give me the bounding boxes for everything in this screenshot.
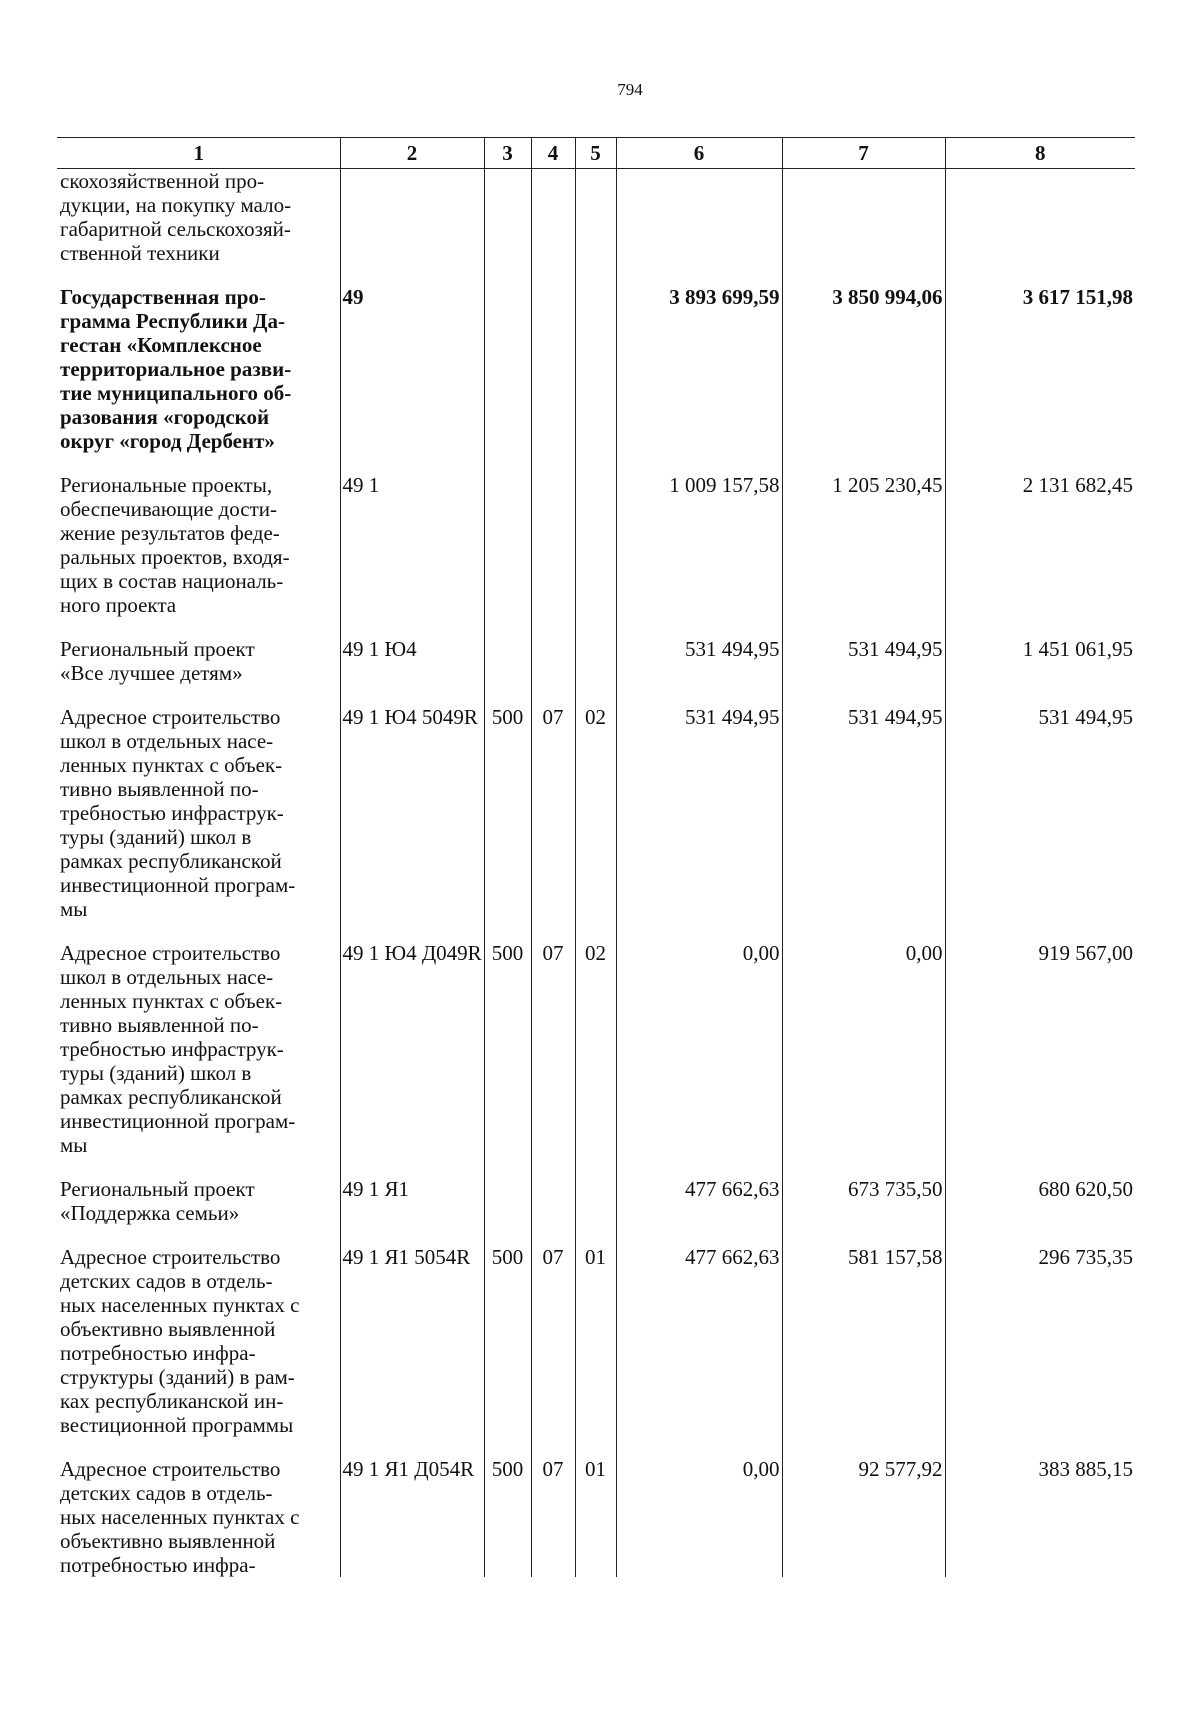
row-col-3 <box>484 637 531 705</box>
header-col-8: 8 <box>945 138 1135 169</box>
row-amount-6: 531 494,95 <box>616 637 782 705</box>
table-row <box>57 1177 1135 1245</box>
row-amount-8: 2 131 682,45 <box>945 473 1135 637</box>
row-name: Адресное строительство школ в отдельных насе- ленных пунктах с объек- тивно выявленной по- требностью инфраструк- туры (зданий) школ в рамках республиканской инвестиционной програм- мы <box>57 941 340 1177</box>
row-amount-8: 296 735,35 <box>945 1245 1135 1457</box>
row-col-5: 02 <box>575 705 616 941</box>
header-col-1: 1 <box>57 138 340 169</box>
row-col-4 <box>531 1177 575 1245</box>
row-amount-6: 1 009 157,58 <box>616 473 782 637</box>
row-col-4: 07 <box>531 705 575 941</box>
row-name: Региональные проекты, обеспечивающие дости- жение результатов феде- ральных проектов, входя- щих в состав националь- ного проекта <box>57 473 340 637</box>
row-col-5 <box>575 473 616 637</box>
row-name: Адресное строительство детских садов в отдель- ных населенных пунктах с объективно выявленной потребностью инфра- <box>57 1457 340 1577</box>
row-col-3: 500 <box>484 705 531 941</box>
row-name: скохозяйственной про- дукции, на покупку мало- габаритной сельскохозяй- ственной техники <box>57 169 340 286</box>
header-col-5: 5 <box>575 138 616 169</box>
row-col-4 <box>531 169 575 286</box>
row-amount-7: 1 205 230,45 <box>782 473 945 637</box>
table-body <box>57 169 1135 1578</box>
row-col-5: 01 <box>575 1457 616 1577</box>
row-amount-8: 531 494,95 <box>945 705 1135 941</box>
table-row <box>57 1245 1135 1457</box>
row-col-5: 01 <box>575 1245 616 1457</box>
row-name: Государственная про- грамма Республики Да- гестан «Комплексное территориальное разви- тие муниципального об- разования «городской округ «город Дербент» <box>57 285 340 473</box>
table-row <box>57 1457 1135 1577</box>
row-col-3 <box>484 473 531 637</box>
row-amount-8 <box>945 169 1135 286</box>
row-amount-6 <box>616 169 782 286</box>
row-amount-8: 1 451 061,95 <box>945 637 1135 705</box>
row-amount-7: 3 850 994,06 <box>782 285 945 473</box>
header-col-3: 3 <box>484 138 531 169</box>
row-name: Адресное строительство школ в отдельных насе- ленных пунктах с объек- тивно выявленной по- требностью инфраструк- туры (зданий) школ в рамках республиканской инвестиционной програм- мы <box>57 705 340 941</box>
row-code: 49 1 Ю4 5049R <box>340 705 484 941</box>
header-col-4: 4 <box>531 138 575 169</box>
row-col-3 <box>484 1177 531 1245</box>
page-number: 794 <box>617 80 643 99</box>
row-amount-6: 0,00 <box>616 1457 782 1577</box>
row-code: 49 1 Ю4 Д049R <box>340 941 484 1177</box>
row-amount-7: 673 735,50 <box>782 1177 945 1245</box>
table-row <box>57 169 1135 286</box>
row-name: Региональный проект «Все лучшее детям» <box>57 637 340 705</box>
row-amount-8: 919 567,00 <box>945 941 1135 1177</box>
row-amount-6: 477 662,63 <box>616 1177 782 1245</box>
row-code: 49 1 <box>340 473 484 637</box>
row-col-5: 02 <box>575 941 616 1177</box>
row-amount-7 <box>782 169 945 286</box>
row-amount-6: 531 494,95 <box>616 705 782 941</box>
table-row <box>57 705 1135 941</box>
row-col-5 <box>575 285 616 473</box>
header-col-2: 2 <box>340 138 484 169</box>
row-name: Адресное строительство детских садов в отдель- ных населенных пунктах с объективно выявленной потребностью инфра- структуры (зданий) в рам- ках республиканской ин- вестиционной программы <box>57 1245 340 1457</box>
row-col-4 <box>531 473 575 637</box>
row-code: 49 1 Я1 5054R <box>340 1245 484 1457</box>
row-code: 49 1 Ю4 <box>340 637 484 705</box>
row-amount-8: 383 885,15 <box>945 1457 1135 1577</box>
table-row <box>57 473 1135 637</box>
row-col-5 <box>575 169 616 286</box>
table-header-row <box>57 138 1135 169</box>
row-amount-8: 680 620,50 <box>945 1177 1135 1245</box>
row-col-3: 500 <box>484 1457 531 1577</box>
header-col-6: 6 <box>616 138 782 169</box>
row-amount-7: 0,00 <box>782 941 945 1177</box>
header-col-7: 7 <box>782 138 945 169</box>
row-amount-7: 581 157,58 <box>782 1245 945 1457</box>
table-row <box>57 637 1135 705</box>
row-col-3 <box>484 169 531 286</box>
row-col-5 <box>575 637 616 705</box>
row-col-4: 07 <box>531 1245 575 1457</box>
row-col-4 <box>531 637 575 705</box>
row-col-3 <box>484 285 531 473</box>
row-name: Региональный проект «Поддержка семьи» <box>57 1177 340 1245</box>
row-code: 49 1 Я1 <box>340 1177 484 1245</box>
row-amount-7: 92 577,92 <box>782 1457 945 1577</box>
row-col-5 <box>575 1177 616 1245</box>
row-col-3: 500 <box>484 1245 531 1457</box>
table-row <box>57 941 1135 1177</box>
row-amount-6: 0,00 <box>616 941 782 1177</box>
row-code: 49 <box>340 285 484 473</box>
table-row <box>57 285 1135 473</box>
row-code <box>340 169 484 286</box>
row-col-4: 07 <box>531 941 575 1177</box>
row-code: 49 1 Я1 Д054R <box>340 1457 484 1577</box>
row-col-4 <box>531 285 575 473</box>
row-col-3: 500 <box>484 941 531 1177</box>
row-amount-7: 531 494,95 <box>782 637 945 705</box>
row-amount-6: 477 662,63 <box>616 1245 782 1457</box>
row-amount-8: 3 617 151,98 <box>945 285 1135 473</box>
row-col-4: 07 <box>531 1457 575 1577</box>
budget-table <box>57 137 1135 1577</box>
row-amount-6: 3 893 699,59 <box>616 285 782 473</box>
row-amount-7: 531 494,95 <box>782 705 945 941</box>
